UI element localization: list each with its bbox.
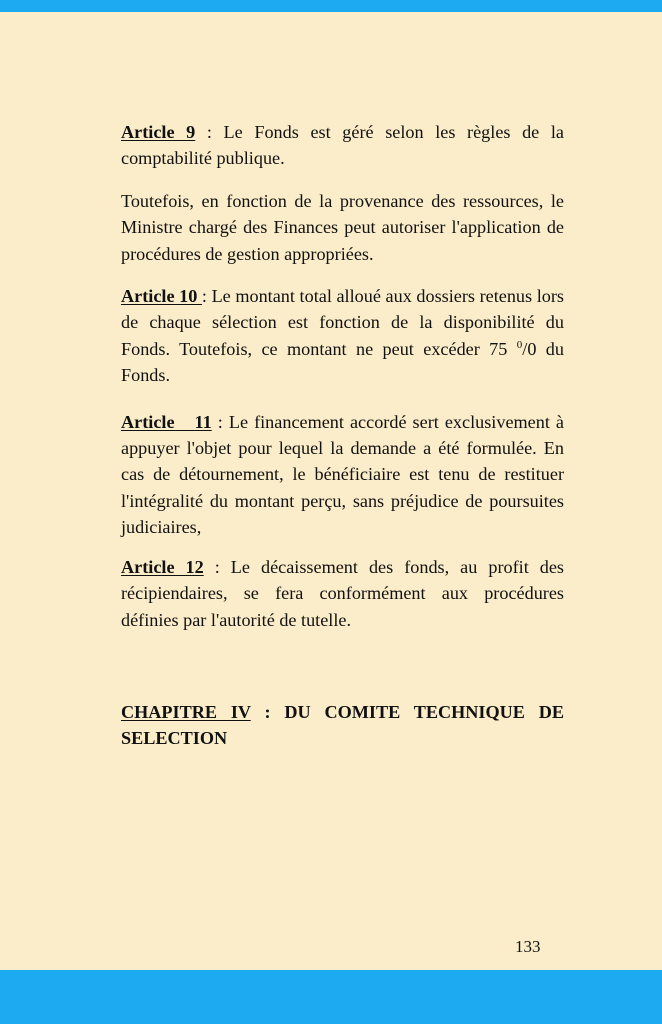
page-number: 133	[515, 937, 541, 956]
article-12-text: Le décaissement des fonds, au profit des récipiendaires, se fera conformément aux procédures définies par l'autorité de tutelle.	[121, 556, 565, 630]
article-9-continuation	[121, 188, 564, 267]
chapter-label: CHAPITRE IV	[121, 701, 251, 722]
chapter-heading	[121, 699, 564, 752]
document-body	[121, 119, 564, 752]
article-9-label: Article 9	[121, 122, 196, 142]
article-11-label: Article 11	[121, 411, 212, 432]
article-9-separator: :	[195, 122, 224, 142]
article-9-continuation-text: Toutefois, en fonction de la provenance des ressources, le Ministre chargé des Finances peut autoriser l'application de procédures de gestion appropriées.	[121, 190, 564, 264]
article-9	[121, 119, 564, 172]
chapter-title: : DU COMITE TECHNIQUE DE SELECTION	[121, 701, 564, 749]
percent-superscript: 0	[516, 338, 523, 351]
article-10-text: Le montant total alloué aux dossiers retenus lors de chaque sélection est fonction de la disponibilité du Fonds. Toutefois, ce montant ne peut excéder 75	[121, 286, 564, 359]
article-10-label: Article 10	[121, 286, 202, 307]
article-10-text-end: /0 du Fonds.	[121, 338, 564, 386]
top-bar	[0, 0, 662, 12]
article-12	[121, 554, 564, 633]
article-10-separator: :	[201, 286, 212, 307]
article-12-separator: :	[203, 556, 231, 577]
bottom-bar	[0, 970, 662, 1024]
article-11	[121, 409, 564, 541]
article-10	[121, 283, 564, 389]
article-11-separator: :	[211, 411, 229, 432]
article-9-text: Le Fonds est géré selon les règles de la comptabilité publique.	[121, 122, 565, 169]
article-12-label: Article 12	[121, 556, 204, 577]
article-11-text: Le financement accordé sert exclusivement à appuyer l'objet pour lequel la demande a été formulée. En cas de détournement, le bénéficiaire est tenu de restituer l'intégralité du montant perçu, sans préjudice de poursuites judiciaires,	[121, 411, 564, 538]
